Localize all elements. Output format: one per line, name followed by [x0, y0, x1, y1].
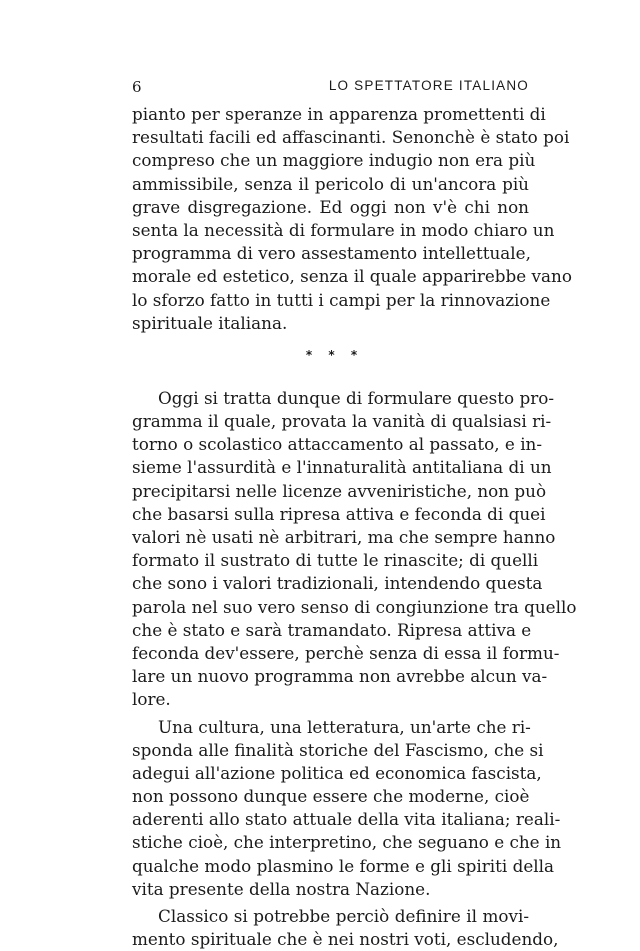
text-line: valori nè usati nè arbitrari, ma che sempre hanno [132, 527, 556, 547]
text-line: formato il sustrato di tutte le rinascite; di quelli [132, 550, 539, 571]
text-line: vita presente della nostra Nazione. [132, 878, 431, 899]
text-line: che basarsi sulla ripresa attiva e feconda di quei [132, 503, 546, 524]
text-line: spirituale italiana. [132, 312, 288, 333]
paragraph-4 [132, 905, 559, 951]
text-line: che è stato e sarà tramandato. Ripresa attiva e [132, 619, 532, 640]
text-line: sponda alle finalità storiche del Fascismo, che si [132, 739, 544, 760]
text-line: qualche modo plasmino le forme e gli spiriti della [132, 855, 555, 876]
text-line: stiche cioè, che interpretino, che seguano e che in [132, 832, 562, 853]
text-line: sieme l'assurdità e l'innaturalità antitaliana di un [132, 457, 552, 478]
text-line: pianto per speranze in apparenza promettenti di [132, 104, 546, 124]
text-line: compreso che un maggiore indugio non era più [132, 150, 536, 171]
text-line: che sono i valori tradizionali, intendendo questa [132, 573, 543, 594]
text-line: grave disgregazione. Ed oggi non v'è chi non [132, 196, 529, 217]
text-line: lo sforzo fatto in tutti i campi per la rinnovazione [132, 289, 551, 310]
text-line: mento spirituale che è nei nostri voti, escludendo, [132, 929, 559, 950]
section-separator: * * * [305, 347, 364, 362]
text-line: Una cultura, una letteratura, un'arte che ri- [158, 716, 531, 737]
body-text [132, 103, 577, 951]
text-line: morale ed estetico, senza il quale apparirebbe vano [132, 266, 572, 287]
text-line: non possono dunque essere che moderne, cioè [132, 786, 530, 807]
text-line: gramma il quale, provata la vanità di qualsiasi ri- [132, 411, 552, 432]
running-title: LO SPETTATORE ITALIANO [328, 78, 529, 93]
running-head [132, 78, 529, 100]
paragraph-2 [132, 387, 577, 712]
text-line: feconda dev'essere, perchè senza di essa il formu- [132, 642, 560, 663]
text-line: senta la necessità di formulare in modo chiaro un [132, 219, 555, 240]
text-line: torno o scolastico attaccamento al passato, e in- [132, 434, 543, 455]
text-line: Classico si potrebbe perciò definire il movi- [158, 906, 529, 926]
paragraph-1 [132, 103, 572, 335]
text-line: ammissibile, senza il pericolo di un'ancora più [132, 173, 529, 194]
text-line: parola nel suo vero senso di congiunzione tra quello [132, 596, 577, 617]
text-line: aderenti allo stato attuale della vita italiana; reali- [132, 809, 561, 830]
page-number: 6 [132, 78, 143, 96]
text-line: programma di vero assestamento intellettuale, [132, 243, 531, 264]
text-line: lore. [132, 689, 171, 710]
text-line: precipitarsi nelle licenze avveniristiche, non può [132, 480, 547, 501]
text-line: Oggi si tratta dunque di formulare questo pro- [158, 387, 554, 408]
text-line: adegui all'azione politica ed economica fascista, [132, 762, 542, 783]
text-line: resultati facili ed affascinanti. Senonchè è stato poi [132, 127, 570, 148]
text-line: lare un nuovo programma non avrebbe alcun va- [132, 666, 548, 687]
paragraph-3 [132, 716, 562, 902]
